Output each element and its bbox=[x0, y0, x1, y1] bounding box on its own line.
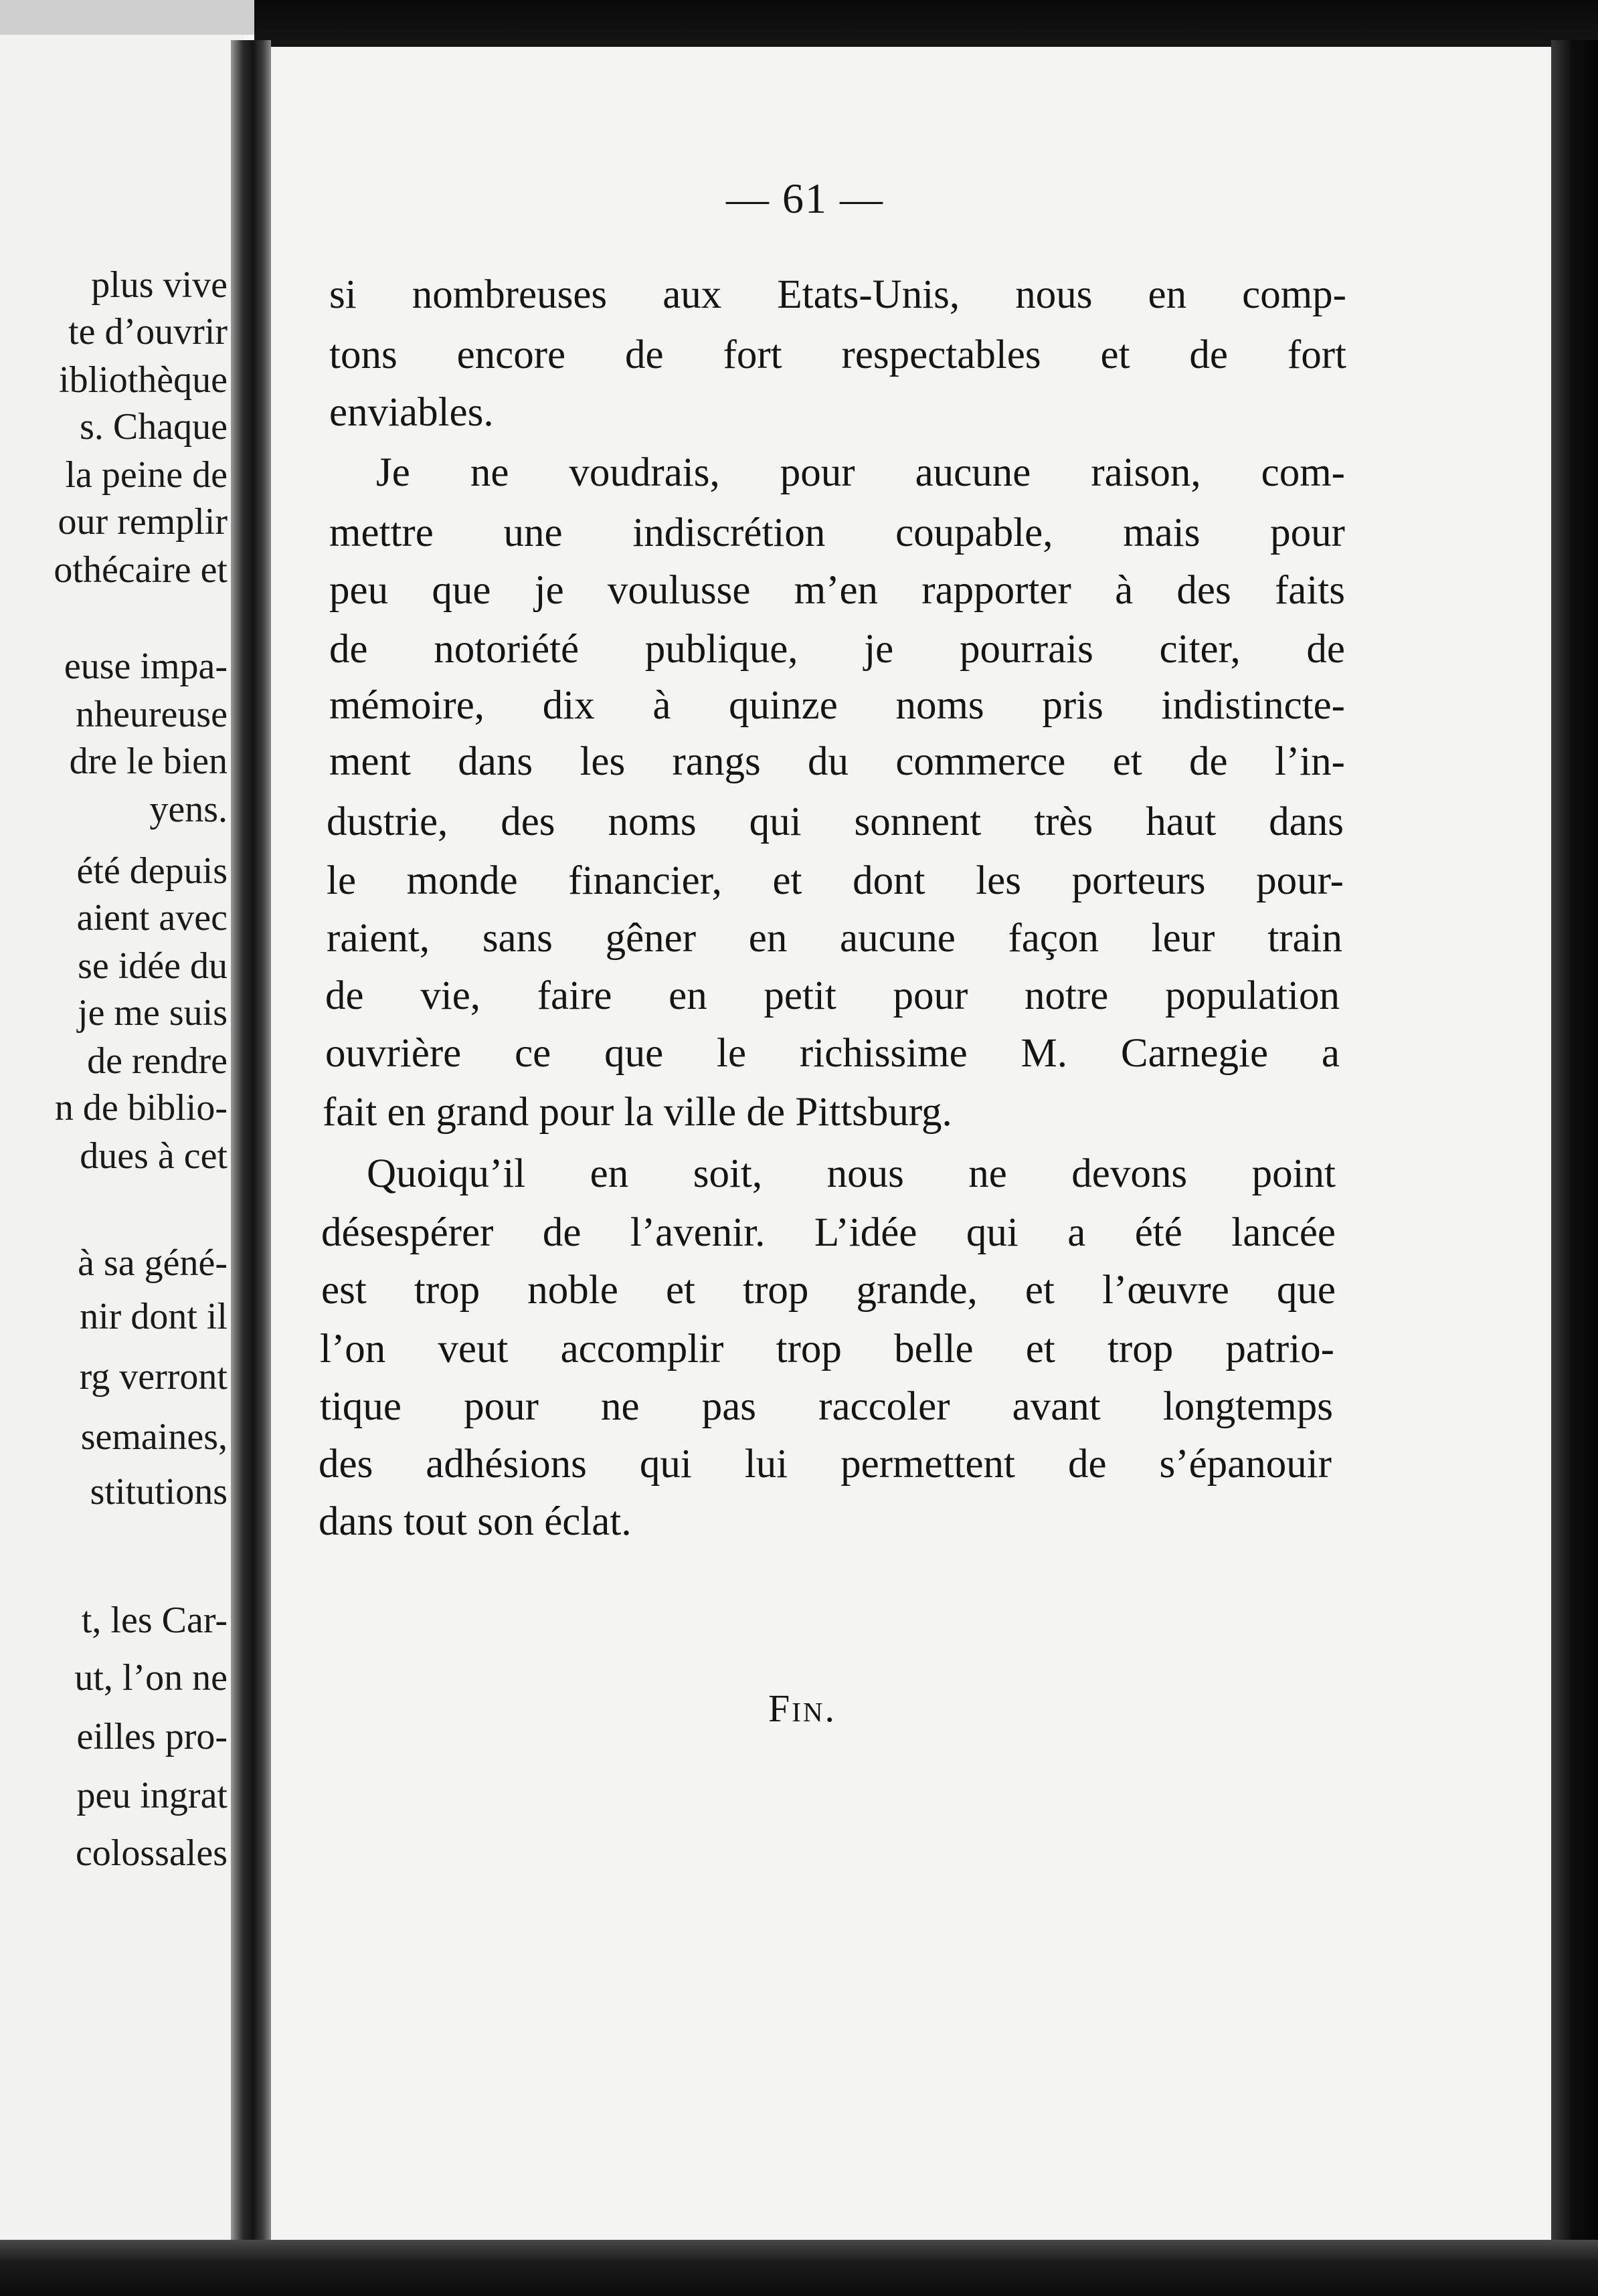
left-page-line: stitutions bbox=[90, 1471, 228, 1513]
paragraph-2-line: ment dans les rangs du commerce et de l’in- bbox=[329, 739, 1345, 784]
paragraph-2-line: mémoire, dix à quinze noms pris indistincte- bbox=[329, 683, 1345, 728]
paragraph-3-line: l’on veut accomplir trop belle et trop patrio- bbox=[320, 1327, 1334, 1371]
left-page-line: yens. bbox=[149, 789, 228, 830]
left-page-line: dre le bien bbox=[69, 741, 228, 782]
paragraph-3-line: Quoiqu’il en soit, nous ne devons point bbox=[367, 1151, 1336, 1196]
paragraph-2-line: dustrie, des noms qui sonnent très haut dans bbox=[327, 799, 1344, 844]
left-page-line: othécaire et bbox=[54, 549, 228, 591]
paragraph-1-line: tons encore de fort respectables et de fort bbox=[329, 332, 1346, 377]
book-gutter bbox=[231, 40, 271, 2241]
left-facing-page bbox=[0, 35, 244, 2242]
left-page-line: nheureuse bbox=[75, 694, 228, 735]
left-page-line: aient avec bbox=[76, 897, 228, 939]
paragraph-3-line: des adhésions qui lui permettent de s’épanouir bbox=[319, 1442, 1332, 1487]
left-page-line: semaines, bbox=[80, 1416, 228, 1458]
end-mark: Fin. bbox=[768, 1687, 837, 1730]
paragraph-2-line: raient, sans gêner en aucune façon leur train bbox=[327, 916, 1342, 961]
left-page-line: our remplir bbox=[58, 501, 228, 543]
left-page-line: colossales bbox=[75, 1832, 228, 1874]
left-page-line: peu ingrat bbox=[76, 1775, 228, 1816]
paragraph-1-line: si nombreuses aux Etats-Unis, nous en comp- bbox=[329, 272, 1346, 317]
paragraph-2-line: ouvrière ce que le richissime M. Carnegie a bbox=[325, 1031, 1340, 1076]
left-page-line: s. Chaque bbox=[80, 406, 228, 448]
scan-margin-top-left bbox=[0, 0, 281, 35]
paragraph-1-line: enviables. bbox=[329, 390, 494, 435]
paragraph-2-line: mettre une indiscrétion coupable, mais pour bbox=[329, 510, 1345, 555]
paragraph-2-line: Je ne voudrais, pour aucune raison, com- bbox=[376, 450, 1345, 495]
paragraph-3-line: tique pour ne pas raccoler avant longtemps bbox=[320, 1384, 1333, 1429]
left-page-line: été depuis bbox=[76, 850, 228, 892]
paragraph-2-line: de notoriété publique, je pourrais citer, de bbox=[329, 627, 1345, 672]
scan-margin-bottom bbox=[0, 2240, 1598, 2296]
paragraph-3-line: désespérer de l’avenir. L’idée qui a été lancée bbox=[321, 1210, 1336, 1255]
paragraph-2-line: peu que je voulusse m’en rapporter à des faits bbox=[329, 568, 1345, 613]
left-page-line: plus vive bbox=[91, 264, 228, 306]
scan-margin-right bbox=[1551, 40, 1598, 2296]
left-page-line: se idée du bbox=[78, 945, 228, 987]
left-page-line: dues à cet bbox=[80, 1135, 228, 1177]
left-page-line: n de biblio- bbox=[54, 1087, 228, 1129]
left-page-line: eilles pro- bbox=[76, 1716, 228, 1757]
left-page-line: de rendre bbox=[87, 1040, 228, 1082]
left-page-line: rg verront bbox=[79, 1356, 228, 1398]
left-page-line: euse impa- bbox=[64, 646, 228, 687]
left-page-line: t, les Car- bbox=[81, 1600, 228, 1641]
left-page-line: à sa géné- bbox=[78, 1242, 228, 1284]
left-page-line: la peine de bbox=[65, 454, 228, 496]
paragraph-3-line: est trop noble et trop grande, et l’œuvre que bbox=[321, 1268, 1336, 1313]
left-page-line: te d’ouvrir bbox=[68, 311, 228, 353]
paragraph-2-line: fait en grand pour la ville de Pittsburg. bbox=[323, 1090, 952, 1135]
left-page-line: ibliothèque bbox=[59, 359, 228, 401]
paragraph-2-line: de vie, faire en petit pour notre population bbox=[325, 973, 1340, 1018]
paragraph-2-line: le monde financier, et dont les porteurs pour- bbox=[327, 858, 1344, 903]
page-number: — 61 — bbox=[726, 175, 884, 222]
paragraph-3-line: dans tout son éclat. bbox=[319, 1499, 632, 1544]
left-page-line: ut, l’on ne bbox=[74, 1657, 228, 1699]
left-page-line: je me suis bbox=[78, 992, 228, 1034]
left-page-line: nir dont il bbox=[80, 1296, 228, 1337]
